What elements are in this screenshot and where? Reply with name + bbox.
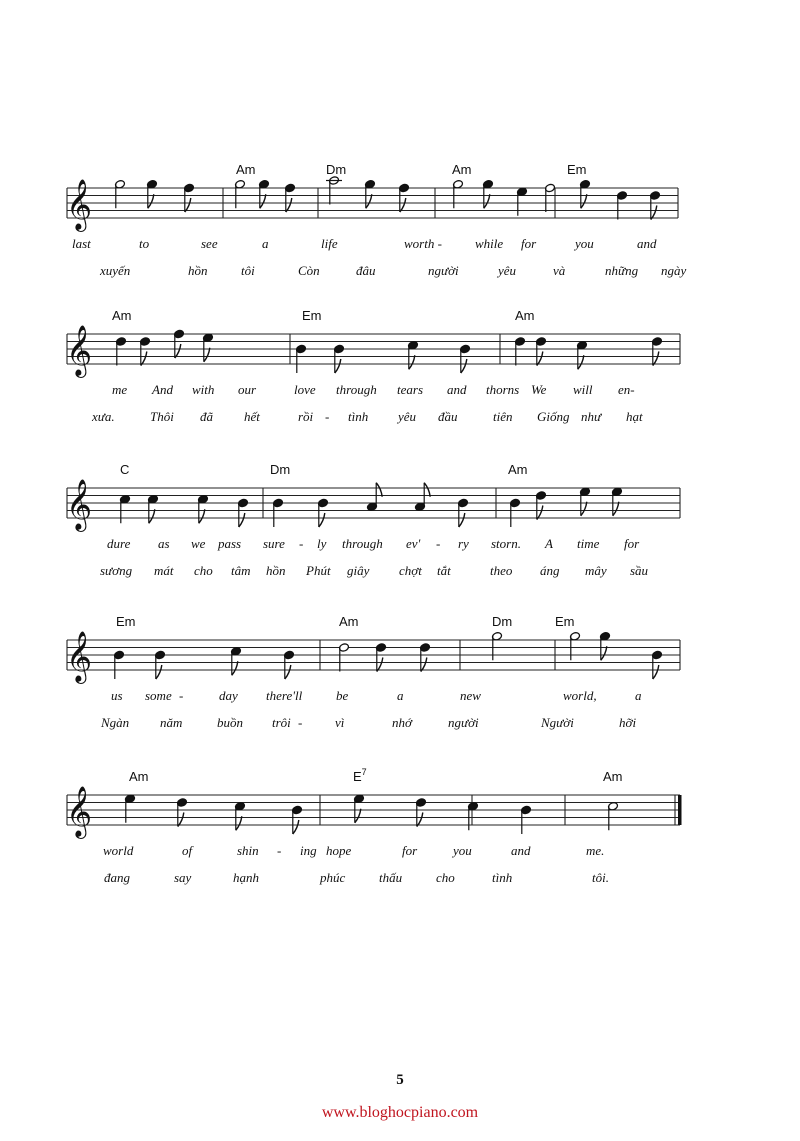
- lyric-vietnamese: tình: [492, 870, 513, 885]
- lyric-english: will: [573, 382, 593, 397]
- note-flag: [185, 198, 191, 212]
- lyric-vietnamese: hồn: [188, 263, 208, 278]
- lyric-english: ing: [300, 843, 317, 858]
- lyric-english: -: [179, 688, 184, 703]
- lyric-vietnamese: mây: [585, 563, 607, 578]
- lyric-vietnamese: vì: [335, 715, 345, 730]
- staff-system: [66, 308, 680, 424]
- lyric-english: a: [262, 236, 269, 251]
- note-flag: [239, 513, 245, 527]
- lyric-vietnamese: Còn: [298, 263, 320, 278]
- lyric-vietnamese: yêu: [398, 409, 417, 424]
- lyric-english: world,: [563, 688, 597, 703]
- lyric-vietnamese: phúc: [320, 870, 346, 885]
- note-flag: [319, 513, 325, 527]
- lyric-english: time: [577, 536, 600, 551]
- lyric-english: me.: [586, 843, 605, 858]
- lyric-english: our: [238, 382, 257, 397]
- note-flag: [335, 359, 341, 373]
- lyric-english: be: [336, 688, 349, 703]
- lyric-english: We: [531, 382, 547, 397]
- lyric-english: ly: [317, 536, 327, 551]
- note-flag: [651, 206, 657, 220]
- note-flag: [285, 665, 291, 679]
- lyric-vietnamese: tôi.: [592, 870, 609, 885]
- note-flag: [417, 813, 423, 827]
- note-flag: [459, 513, 465, 527]
- lyric-english: life: [321, 236, 338, 251]
- lyric-vietnamese: hạnh: [233, 870, 259, 885]
- lyric-vietnamese: -: [325, 409, 330, 424]
- lyric-vietnamese: Phút: [306, 563, 331, 578]
- note-flag: [601, 646, 607, 660]
- lyric-english: storn.: [491, 536, 521, 551]
- lyric-vietnamese: áng: [540, 563, 560, 578]
- chord-symbol: Em: [116, 614, 136, 629]
- staff-system: [66, 162, 687, 278]
- note-flag: [366, 194, 372, 208]
- lyric-english: there'll: [266, 688, 303, 703]
- lyric-vietnamese: người: [448, 715, 479, 730]
- lyric-english: A: [545, 536, 553, 551]
- chord-symbol: Em: [555, 614, 575, 629]
- lyric-vietnamese: đã: [200, 409, 213, 424]
- lyric-english: me: [112, 382, 128, 397]
- lyric-vietnamese: giây: [347, 563, 370, 578]
- lyric-vietnamese: tình: [348, 409, 369, 424]
- note-flag: [484, 194, 490, 208]
- lyric-english: for: [624, 536, 640, 551]
- lyric-vietnamese: Giống: [537, 409, 570, 424]
- chord-symbol: C: [120, 462, 130, 477]
- lyric-vietnamese: sương: [100, 563, 133, 578]
- lyric-vietnamese: Người: [541, 715, 574, 730]
- lyric-english: while: [475, 236, 504, 251]
- lyric-vietnamese: say: [174, 870, 192, 885]
- staff-system: [66, 767, 682, 885]
- lyric-english: as: [158, 536, 170, 551]
- note-flag: [232, 661, 238, 675]
- lyric-english: new: [460, 688, 481, 703]
- lyric-english: a: [635, 688, 642, 703]
- lyric-vietnamese: tiên: [493, 409, 513, 424]
- chord-symbol: Am: [112, 308, 132, 323]
- chord-symbol: Dm: [270, 462, 291, 477]
- note-flag: [537, 506, 543, 520]
- lyric-english: world: [103, 843, 134, 858]
- note-flag: [286, 198, 292, 212]
- lyric-vietnamese: hạt: [626, 409, 643, 424]
- lyric-english: and: [511, 843, 531, 858]
- lyric-vietnamese: và: [553, 263, 566, 278]
- treble-clef-icon: 𝄞: [66, 479, 93, 530]
- staff-system: [66, 462, 680, 578]
- chord-symbol: $E^7$: [353, 767, 367, 784]
- lyric-english: -: [277, 843, 282, 858]
- note-flag: [409, 355, 415, 369]
- lyric-vietnamese: hồn: [266, 563, 286, 578]
- lyric-vietnamese: sầu: [630, 563, 649, 578]
- chord-symbol: Am: [129, 769, 149, 784]
- treble-clef-icon: 𝄞: [66, 786, 93, 837]
- lyric-english: last: [72, 236, 91, 251]
- lyric-vietnamese: tắt: [437, 563, 451, 578]
- chord-symbol: Am: [508, 462, 528, 477]
- note-flag: [260, 194, 266, 208]
- lyric-vietnamese: như: [581, 409, 602, 424]
- chord-symbol: Am: [452, 162, 472, 177]
- lyric-english: day: [219, 688, 238, 703]
- note-flag: [199, 509, 205, 523]
- lyric-english: -: [299, 536, 304, 551]
- lyric-english: see: [201, 236, 218, 251]
- note-flag: [613, 502, 619, 516]
- lyric-vietnamese: xưa.: [92, 409, 115, 424]
- lyric-english: shin: [237, 843, 259, 858]
- lyric-english: you: [575, 236, 594, 251]
- lyric-english: to: [139, 236, 150, 251]
- chord-symbol: Am: [515, 308, 535, 323]
- lyric-vietnamese: yêu: [498, 263, 517, 278]
- lyric-english: hope: [326, 843, 352, 858]
- note-flag: [537, 352, 543, 366]
- lyric-vietnamese: xuyến: [100, 263, 131, 278]
- lyric-english: us: [111, 688, 123, 703]
- note-flag: [355, 809, 361, 823]
- lyric-english: we: [191, 536, 206, 551]
- lyric-vietnamese: cho: [194, 563, 213, 578]
- note-flag: [175, 344, 181, 358]
- lyric-vietnamese: Thôi: [150, 409, 174, 424]
- note-flag: [141, 352, 147, 366]
- lyric-english: love: [294, 382, 316, 397]
- lyric-vietnamese: hỡi: [619, 715, 637, 730]
- lyric-english: dure: [107, 536, 131, 551]
- lyric-vietnamese: mát: [154, 563, 174, 578]
- lyric-english: sure: [263, 536, 285, 551]
- note-flag: [376, 483, 382, 497]
- lyric-vietnamese: trôi: [272, 715, 291, 730]
- chord-symbol: Am: [603, 769, 623, 784]
- lyric-vietnamese: chợt: [399, 563, 422, 578]
- final-bar-thick: [678, 795, 682, 825]
- note-flag: [581, 502, 587, 516]
- note-flag: [421, 658, 427, 672]
- lyric-vietnamese: theo: [490, 563, 513, 578]
- note-flag: [653, 352, 659, 366]
- lyric-vietnamese: ngày: [661, 263, 687, 278]
- note-flag: [178, 813, 184, 827]
- lyric-vietnamese: đâu: [356, 263, 376, 278]
- website-link[interactable]: www.bloghocpiano.com: [321, 1104, 479, 1121]
- lyric-english: And: [152, 382, 173, 397]
- lyric-vietnamese: đầu: [438, 409, 458, 424]
- lyric-vietnamese: năm: [160, 715, 183, 730]
- lyric-vietnamese: những: [605, 263, 639, 278]
- lyric-vietnamese: nhớ: [392, 715, 412, 730]
- treble-clef-icon: 𝄞: [66, 179, 93, 230]
- lyric-vietnamese: Ngàn: [101, 715, 130, 730]
- note-flag: [461, 359, 467, 373]
- note-flag: [653, 665, 659, 679]
- note-flag: [581, 194, 587, 208]
- note-flag: [377, 658, 383, 672]
- chord-symbol: Dm: [326, 162, 347, 177]
- note-flag: [148, 194, 154, 208]
- lyric-english: en-: [618, 382, 635, 397]
- lyric-english: through: [336, 382, 377, 397]
- lyric-vietnamese: đang: [104, 870, 130, 885]
- lyric-vietnamese: -: [298, 715, 303, 730]
- lyric-vietnamese: tâm: [231, 563, 251, 578]
- note-flag: [578, 355, 584, 369]
- staff-system: [66, 614, 680, 730]
- treble-clef-icon: 𝄞: [66, 631, 93, 682]
- lyric-english: thorns: [486, 382, 520, 397]
- lyric-english: with: [192, 382, 215, 397]
- note-flag: [400, 198, 406, 212]
- treble-clef-icon: 𝄞: [66, 325, 93, 376]
- chord-superscript: 7: [361, 767, 367, 777]
- lyric-english: -: [436, 536, 441, 551]
- lyric-english: ev': [406, 536, 421, 551]
- lyric-vietnamese: hết: [244, 409, 260, 424]
- note-flag: [204, 348, 210, 362]
- note-flag: [236, 816, 242, 830]
- lyric-vietnamese: tôi: [241, 263, 255, 278]
- lyric-vietnamese: cho: [436, 870, 455, 885]
- note-flag: [293, 820, 299, 834]
- lyric-english: and: [447, 382, 467, 397]
- lyric-vietnamese: rồi: [298, 409, 314, 424]
- lyric-english: pass: [218, 536, 242, 551]
- lyric-english: for: [402, 843, 418, 858]
- lyric-english: worth -: [404, 236, 442, 251]
- lyric-english: you: [453, 843, 472, 858]
- lyric-english: for: [521, 236, 537, 251]
- lyric-english: some: [145, 688, 172, 703]
- lyric-english: ry: [458, 536, 469, 551]
- page-number: 5: [396, 1072, 404, 1088]
- chord-symbol: Am: [236, 162, 256, 177]
- lyric-vietnamese: thấu: [379, 870, 403, 885]
- chord-symbol: Dm: [492, 614, 513, 629]
- note-flag: [424, 483, 430, 497]
- lyric-english: through: [342, 536, 383, 551]
- chord-symbol: Am: [339, 614, 359, 629]
- lyric-english: tears: [397, 382, 423, 397]
- lyric-vietnamese: buồn: [217, 715, 243, 730]
- chord-symbol: Em: [567, 162, 587, 177]
- chord-symbol: Em: [302, 308, 322, 323]
- lyric-english: and: [637, 236, 657, 251]
- lyric-vietnamese: người: [428, 263, 459, 278]
- lyric-english: a: [397, 688, 404, 703]
- lyric-english: of: [182, 843, 193, 858]
- note-flag: [149, 509, 155, 523]
- note-flag: [156, 665, 162, 679]
